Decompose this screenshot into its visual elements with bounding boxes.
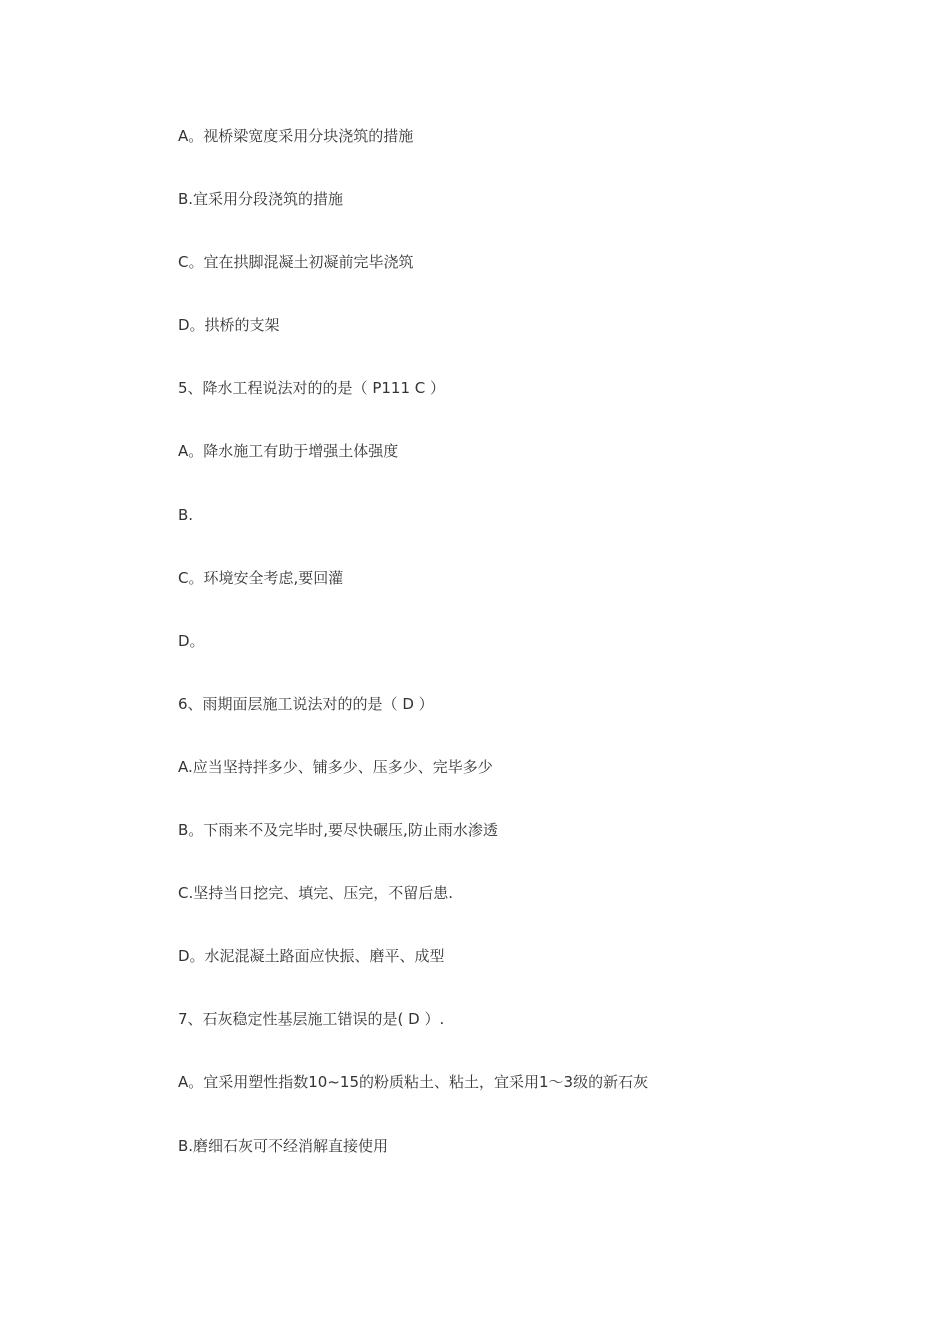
option-line: D。拱桥的支架 — [178, 316, 280, 335]
option-line: B.宜采用分段浇筑的措施 — [178, 190, 344, 209]
question-line: 7、石灰稳定性基层施工错误的是( D ）. — [178, 1010, 445, 1029]
option-line: A。宜采用塑性指数10~15的粉质粘土、粘土，宜采用1～3级的新石灰 — [178, 1073, 649, 1092]
option-line: A。视桥梁宽度采用分块浇筑的措施 — [178, 127, 414, 145]
option-line: C。环境安全考虑,要回灌 — [178, 568, 344, 587]
option-line: B。下雨来不及完毕时,要尽快碾压,防止雨水渗透 — [178, 821, 498, 840]
option-line: A。降水施工有助于增强土体强度 — [178, 442, 399, 461]
question-line: 6、雨期面层施工说法对的的是（ D ） — [178, 694, 434, 713]
option-line: D。 — [178, 631, 205, 650]
option-line: B. — [178, 505, 194, 524]
option-line: C。宜在拱脚混凝土初凝前完毕浇筑 — [178, 253, 414, 272]
question-line: 5、降水工程说法对的的是（ P111 C ） — [178, 379, 445, 398]
option-line: B.磨细石灰可不经消解直接使用 — [178, 1136, 389, 1155]
option-line: C.坚持当日挖完、填完、压完，不留后患. — [178, 884, 454, 903]
document-body — [178, 122, 878, 1195]
option-line: D。水泥混凝土路面应快振、磨平、成型 — [178, 947, 445, 966]
option-line: A.应当坚持拌多少、铺多少、压多少、完毕多少 — [178, 757, 493, 776]
